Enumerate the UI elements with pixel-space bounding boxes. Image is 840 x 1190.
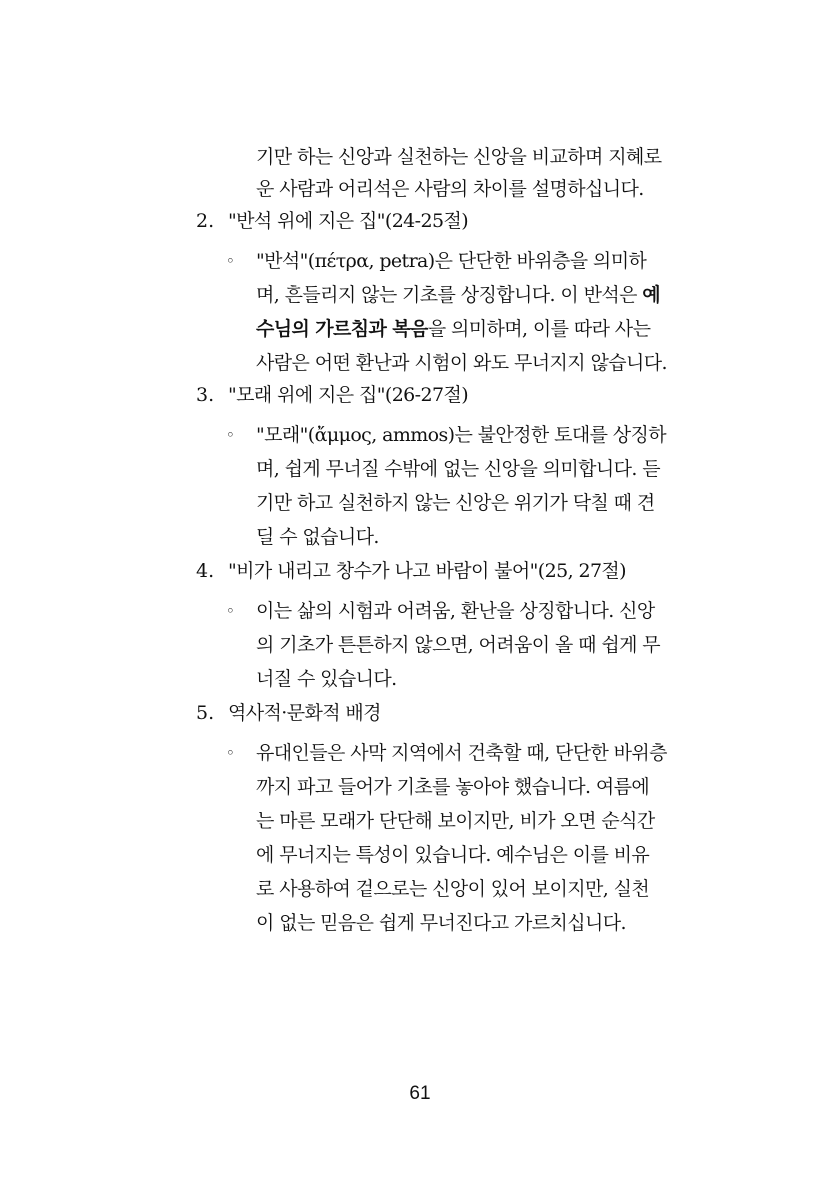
item-5-line-1: 유대인들은 사막 지역에서 건축할 때, 단단한 바위층: [256, 742, 667, 764]
item-2-heading: "반석 위에 지은 집"(24-25절): [228, 210, 469, 232]
item-2-line-1: "반석"(πέτρα, petra)은 단단한 바위층을 의미하: [256, 250, 647, 272]
item-3-number: 3.: [196, 384, 215, 406]
item-2-line-3: [256, 312, 650, 346]
item-5-line-2: 까지 파고 들어가 기초를 놓아야 했습니다. 여름에: [256, 776, 650, 798]
item-2-number: 2.: [196, 210, 215, 232]
item-4-number: 4.: [196, 560, 215, 582]
item-3-heading: "모래 위에 지은 집"(26-27절): [228, 384, 469, 406]
item-3-line-4: 딜 수 없습니다.: [256, 526, 379, 548]
item-2-line-4: 사람은 어떤 환난과 시험이 와도 무너지지 않습니다.: [256, 352, 667, 374]
item-4-bullet-marker: ◦: [226, 602, 235, 620]
item-4-heading: "비가 내리고 창수가 나고 바람이 불어"(25, 27절): [228, 560, 626, 582]
item-2-line-2-text: 며, 흔들리지 않는 기초를 상징합니다. 이 반석은: [256, 284, 643, 306]
emphasis-part-1: 예: [642, 284, 661, 306]
item-3-line-3: 기만 하고 실천하지 않는 신앙은 위기가 닥칠 때 견: [256, 492, 655, 514]
intro-line-2: 운 사람과 어리석은 사람의 차이를 설명하십니다.: [256, 178, 644, 200]
item-5-number: 5.: [196, 702, 215, 724]
item-5-line-4: 에 무너지는 특성이 있습니다. 예수님은 이를 비유: [256, 844, 650, 866]
item-4-line-1: 이는 삶의 시험과 어려움, 환난을 상징합니다. 신앙: [256, 600, 655, 622]
item-2-line-2: [256, 278, 660, 312]
item-5-line-6: 이 없는 믿음은 쉽게 무너진다고 가르치십니다.: [256, 912, 626, 934]
item-2-line-3-text: 을 의미하며, 이를 따라 사는: [427, 318, 651, 340]
page-number: 61: [409, 1083, 431, 1104]
item-3-line-2: 며, 쉽게 무너질 수밖에 없는 신앙을 의미합니다. 듣: [256, 458, 661, 480]
item-4-line-2: 의 기초가 튼튼하지 않으면, 어려움이 올 때 쉽게 무: [256, 634, 661, 656]
item-3-line-1: "모래"(ἄμμος, ammos)는 불안정한 토대를 상징하: [256, 424, 667, 446]
item-2-bullet-marker: ◦: [226, 252, 235, 270]
item-5-line-5: 로 사용하여 겉으로는 신앙이 있어 보이지만, 실천: [256, 878, 650, 900]
item-3-bullet-marker: ◦: [226, 426, 235, 444]
item-5-line-3: 는 마른 모래가 단단해 보이지만, 비가 오면 순식간: [256, 810, 655, 832]
item-5-heading: 역사적·문화적 배경: [228, 702, 381, 724]
item-4-line-3: 너질 수 있습니다.: [256, 668, 397, 690]
intro-line-1: 기만 하는 신앙과 실천하는 신앙을 비교하며 지혜로: [256, 146, 662, 168]
item-5-bullet-marker: ◦: [226, 744, 235, 762]
emphasis-part-2: 수님의 가르침과 복음: [256, 318, 428, 340]
